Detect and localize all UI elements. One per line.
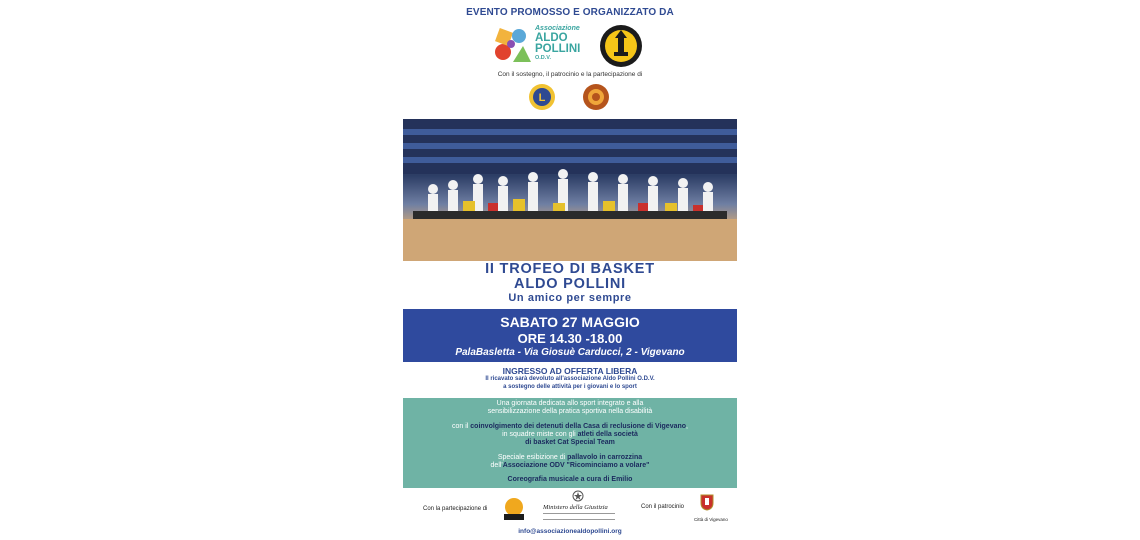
organizer-logos	[403, 22, 737, 68]
details-line2: sensibilizzazione della pratica sportiva nella disabilità	[487, 408, 653, 415]
trophy-subtitle: Un amico per sempre	[508, 292, 632, 304]
event-poster	[403, 0, 737, 540]
details-line7: dell'Associazione ODV "Ricominciamo a volare"	[490, 462, 650, 469]
cat-special-team-logo	[599, 24, 643, 73]
details-line6: Speciale esibizione di pallavolo in carrozzina	[497, 454, 643, 461]
assoc-name-pollini: POLLINI	[535, 43, 581, 55]
cat-team-badge-icon	[599, 24, 643, 68]
titans-logo-icon	[501, 496, 527, 522]
entry-note	[403, 376, 737, 391]
leo-club-icon	[581, 82, 611, 112]
trophy-title	[403, 262, 737, 292]
event-place: PalaBasletta - Via Giosuè Carducci, 2 - Vigevano	[455, 347, 685, 358]
lions-club-icon	[527, 82, 557, 112]
event-date-band	[403, 309, 737, 362]
event-hours: ORE 14.30 -18.00	[517, 331, 623, 346]
team-photo	[403, 119, 737, 261]
team-group-photo-illustration	[403, 119, 737, 261]
aldo-pollini-logo	[489, 22, 589, 68]
details-line5: di basket Cat Special Team	[525, 439, 615, 446]
trophy-title-line2: ALDO POLLINI	[514, 276, 626, 292]
entry-title: INGRESSO AD OFFERTA LIBERA	[502, 366, 638, 376]
svg-text:L: L	[538, 92, 546, 104]
city-label: Città di Vigevano	[694, 517, 728, 522]
patronage-label: Con il patrocinio	[641, 504, 685, 510]
assoc-odv: O.D.V.	[535, 55, 551, 61]
entry-note-line1: Il ricavato sarà devoluto all'associazione Aldo Pollini O.D.V.	[485, 376, 655, 382]
association-emblem-icon	[489, 22, 533, 66]
vigevano-crest-icon	[700, 493, 714, 511]
organizer-heading: EVENTO PROMOSSO E ORGANIZZATO DA	[466, 7, 674, 18]
assoc-name-aldo: ALDO	[535, 32, 568, 44]
italian-emblem-icon	[572, 490, 584, 502]
details-line4: in squadre miste con gli atleti della società	[502, 431, 638, 438]
ministry-label: Ministero della Giustizia	[543, 504, 608, 511]
event-date: SABATO 27 MAGGIO	[500, 314, 640, 330]
trophy-title-line1: II TROFEO DI BASKET	[485, 261, 655, 277]
assoc-label-small: Associazione	[535, 25, 580, 32]
details-line1: Una giornata dedicata allo sport integrato e alla	[496, 400, 644, 407]
details-line8: Coreografia musicale a cura di Emilio	[507, 476, 633, 483]
entry-note-line2: a sostegno delle attività per i giovani e lo sport	[503, 383, 637, 390]
support-line: Con il sostegno, il patrocinio e la partecipazione di	[497, 71, 643, 78]
event-details-band	[403, 398, 737, 488]
participation-label: Con la partecipazione di	[423, 506, 488, 512]
details-line3: con il coinvolgimento dei detenuti della Casa di reclusione di Vigevano,	[451, 423, 688, 430]
sponsor-logos	[403, 81, 737, 111]
ministry-subtitle-lines	[543, 513, 615, 520]
contact-email-link[interactable]: info@associazionealdopollini.org	[518, 528, 622, 535]
